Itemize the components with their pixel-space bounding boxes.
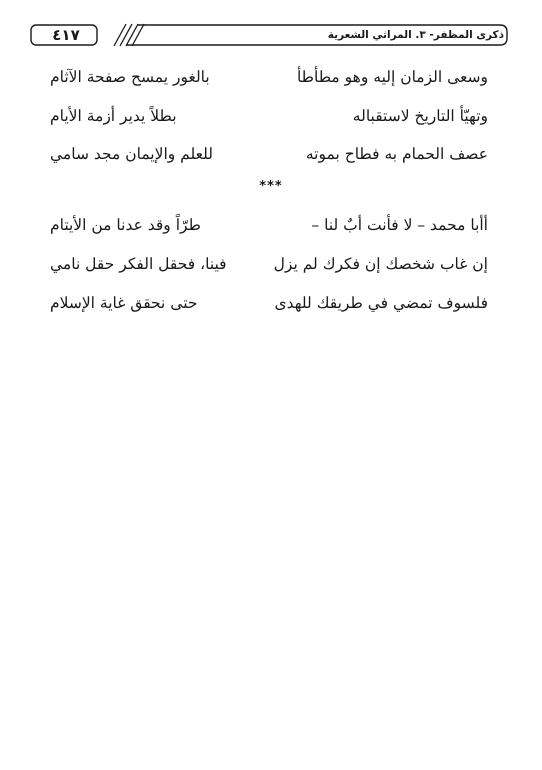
verse-second-hemistich: حتى نحقق غاية الإسلام xyxy=(50,294,198,312)
verse-line xyxy=(50,139,488,169)
verse-first-hemistich: فلسوف تمضي في طريقك للهدى xyxy=(274,294,488,312)
verse-first-hemistich: وسعى الزمان إليه وهو مطأطأ xyxy=(296,68,488,86)
verse-second-hemistich: بالغور يمسح صفحة الآثام xyxy=(50,68,210,86)
verse-second-hemistich: للعلم والإيمان مجد سامي xyxy=(50,145,213,163)
verse-line xyxy=(50,288,488,318)
running-header xyxy=(30,24,508,46)
verse-first-hemistich: عصف الحمام به فطاح بموته xyxy=(305,145,488,163)
verse-first-hemistich: أأبا محمد – لا فأنت أبٌ لنا – xyxy=(311,216,488,234)
verse-line xyxy=(50,62,488,92)
running-title: ذكرى المظفر- ٣. المراثي الشعرية xyxy=(327,29,504,41)
verse-line xyxy=(50,210,488,240)
verse-second-hemistich: فينا، فحقل الفكر حقل نامي xyxy=(50,255,227,273)
verse-line xyxy=(50,249,488,279)
verse-second-hemistich: طرّاً وقد عدنا من الأيتام xyxy=(50,216,201,234)
page-number: ٤١٧ xyxy=(52,26,80,44)
verse-line xyxy=(50,101,488,131)
verse-first-hemistich: وتهيّأ التاريخ لاستقباله xyxy=(352,107,488,125)
stanza-separator: *** xyxy=(259,179,283,194)
verse-first-hemistich: إن غاب شخصك إن فكرك لم يزل xyxy=(273,255,488,273)
verse-second-hemistich: بطلاً يدير أزمة الأيام xyxy=(50,107,177,125)
